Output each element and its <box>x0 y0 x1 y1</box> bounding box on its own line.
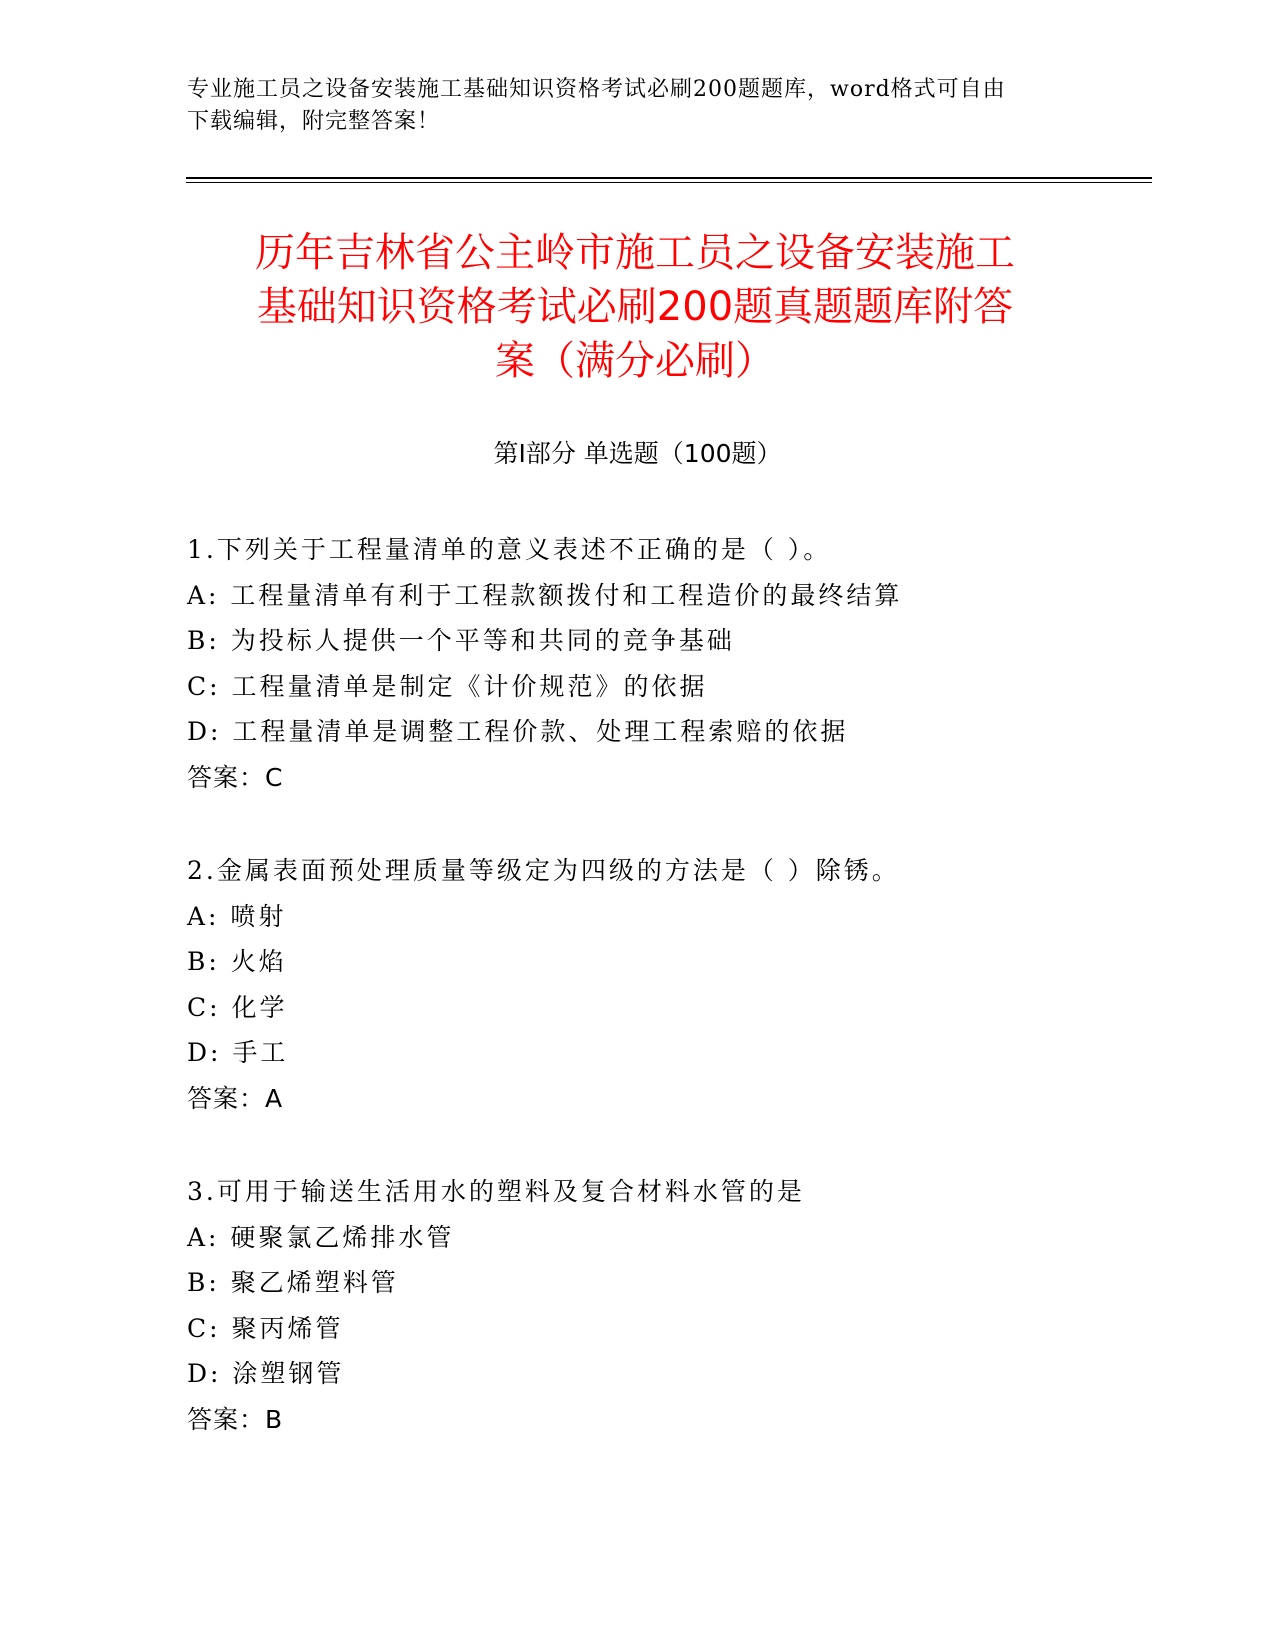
header-note <box>187 74 1087 138</box>
document-title <box>190 226 1080 388</box>
option-c: C: 聚丙烯管 <box>187 1313 344 1343</box>
question-2 <box>187 848 1147 1121</box>
option-d: D: 涂塑钢管 <box>187 1359 345 1388</box>
header-rule-thick <box>186 177 1152 179</box>
option-b: B: 火焰 <box>187 947 287 976</box>
option-c: C: 化学 <box>187 992 288 1022</box>
question-list <box>187 527 1147 1442</box>
question-3 <box>187 1169 1147 1442</box>
section-title: 第Ⅰ部分 单选题（100题） <box>493 439 782 468</box>
option-b: B: 为投标人提供一个平等和共同的竞争基础 <box>187 626 735 655</box>
question-stem: 1.下列关于工程量清单的意义表述不正确的是（ ）。 <box>187 535 832 564</box>
answer: 答案：C <box>187 762 284 792</box>
document-title-line-1: 历年吉林省公主岭市施工员之设备安装施工 <box>255 230 1015 276</box>
question-stem: 3.可用于输送生活用水的塑料及复合材料水管的是 <box>187 1177 805 1206</box>
header-rule-thin <box>186 182 1152 183</box>
option-c: C: 工程量清单是制定《计价规范》的依据 <box>187 671 708 701</box>
question-1 <box>187 527 1147 800</box>
option-a: A: 工程量清单有利于工程款额拨付和工程造价的最终结算 <box>187 580 903 610</box>
option-a: A: 喷射 <box>187 901 287 931</box>
option-b: B: 聚乙烯塑料管 <box>187 1268 399 1297</box>
answer: 答案：A <box>187 1083 284 1113</box>
header-note-line-1: 专业施工员之设备安装施工基础知识资格考试必刷200题题库，word格式可自由 <box>187 77 1006 102</box>
header-note-line-2: 下载编辑，附完整答案！ <box>187 109 441 134</box>
option-d: D: 手工 <box>187 1038 289 1067</box>
document-title-line-2: 基础知识资格考试必刷200题真题题库附答 <box>256 284 1014 330</box>
question-stem: 2.金属表面预处理质量等级定为四级的方法是（ ）除锈。 <box>187 856 900 885</box>
document-title-line-3: 案（满分必刷） <box>495 338 775 384</box>
option-a: A: 硬聚氯乙烯排水管 <box>187 1222 455 1252</box>
answer: 答案：B <box>187 1404 284 1434</box>
option-d: D: 工程量清单是调整工程价款、处理工程索赔的依据 <box>187 717 849 746</box>
